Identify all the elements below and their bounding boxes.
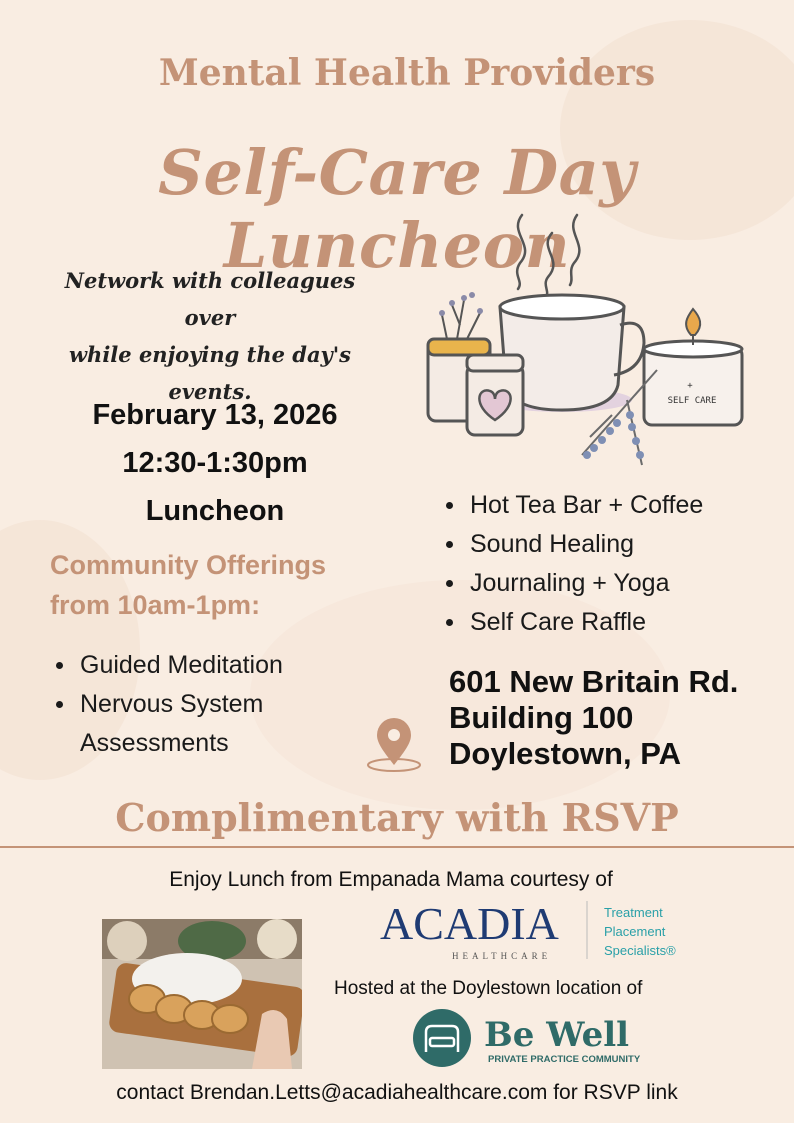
tagline-line: while enjoying the day's bbox=[68, 342, 352, 367]
tagline-line: events. bbox=[168, 379, 252, 404]
lunch-line: Enjoy Lunch from Empanada Mama courtesy of bbox=[169, 868, 613, 891]
empanada-photo bbox=[102, 919, 302, 1069]
bewell-name: Be Well bbox=[484, 1015, 630, 1055]
event-time: 12:30-1:30pm bbox=[122, 447, 308, 479]
list-item: Nervous System bbox=[52, 685, 362, 724]
event-date: February 13, 2026 bbox=[92, 399, 338, 431]
hosted-line: Hosted at the Doylestown location of bbox=[334, 978, 643, 999]
divider bbox=[0, 846, 794, 848]
tea-and-candle-illustration bbox=[412, 205, 752, 480]
event-label: Luncheon bbox=[145, 495, 285, 527]
list-item: Self Care Raffle bbox=[442, 603, 772, 642]
offerings-heading bbox=[50, 545, 390, 625]
candle-label: SELF CARE bbox=[667, 396, 717, 406]
location-pin-icon bbox=[363, 713, 425, 775]
date-block bbox=[60, 391, 370, 535]
offerings-list-left bbox=[52, 646, 362, 763]
tps-line: Placement bbox=[604, 924, 666, 939]
acadia-sub: HEALTHCARE bbox=[452, 951, 552, 961]
top-title: Mental Health Providers bbox=[158, 52, 656, 94]
bewell-sub: PRIVATE PRACTICE COMMUNITY bbox=[488, 1054, 641, 1065]
tagline bbox=[38, 262, 382, 410]
candle-plus: + bbox=[687, 381, 693, 391]
tps-line: Specialists® bbox=[604, 943, 676, 958]
acadia-logo bbox=[380, 897, 690, 965]
offerings-heading-line: Community Offerings bbox=[50, 550, 327, 580]
list-item: Journaling + Yoga bbox=[442, 564, 772, 603]
address-line: 601 New Britain Rd. bbox=[449, 664, 739, 699]
list-item-continued: Assessments bbox=[80, 729, 229, 757]
bewell-logo bbox=[410, 1008, 660, 1068]
offerings-list-right bbox=[442, 486, 772, 642]
offerings-heading-line: from 10am-1pm: bbox=[50, 590, 261, 620]
contact-line: contact Brendan.Letts@acadiahealthcare.com for RSVP link bbox=[116, 1081, 678, 1104]
address-line: Doylestown, PA bbox=[449, 736, 681, 771]
acadia-name: ACADIA bbox=[380, 898, 559, 949]
main-title: Self-Care Day Luncheon bbox=[158, 136, 636, 282]
address bbox=[449, 664, 738, 772]
list-item: Hot Tea Bar + Coffee bbox=[442, 486, 772, 525]
address-line: Building 100 bbox=[449, 700, 634, 735]
list-item: Guided Meditation bbox=[52, 646, 362, 685]
tagline-line: Network with colleagues over bbox=[64, 268, 356, 330]
list-item: Sound Healing bbox=[442, 525, 772, 564]
rsvp-heading: Complimentary with RSVP bbox=[115, 795, 679, 840]
tps-line: Treatment bbox=[604, 905, 663, 920]
